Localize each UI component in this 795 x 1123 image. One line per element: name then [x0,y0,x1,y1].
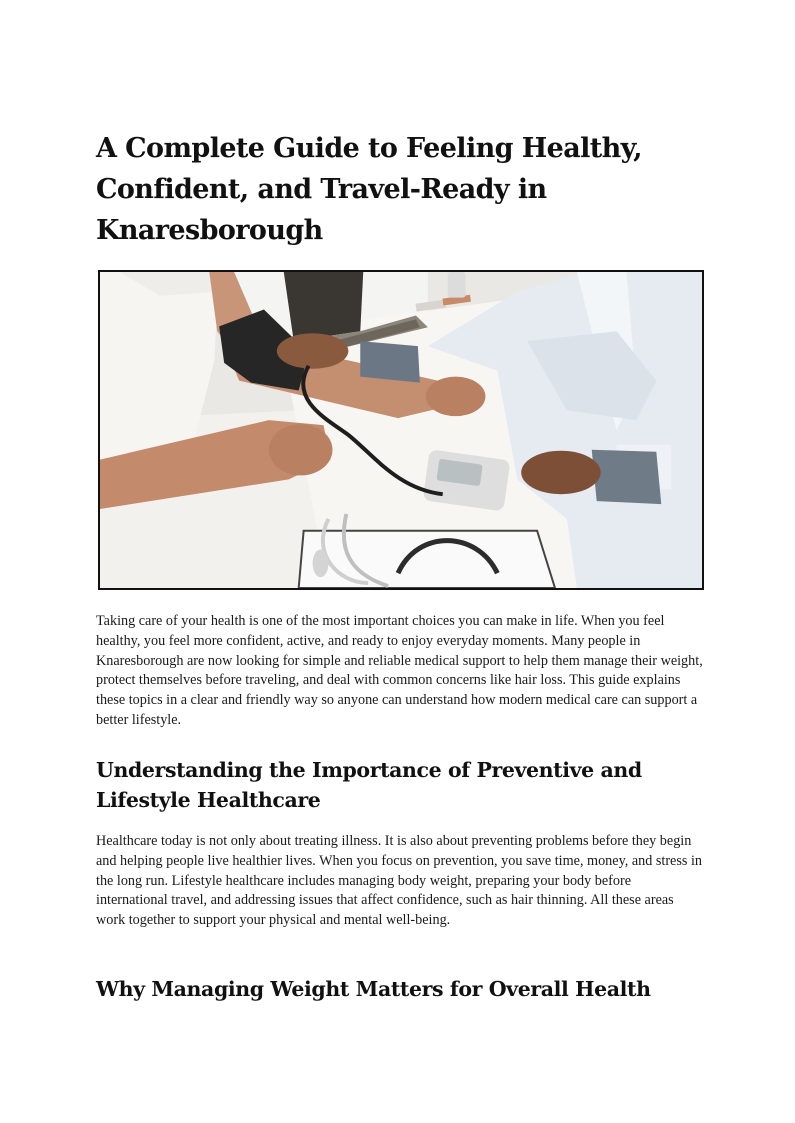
blood-pressure-check-photo [100,272,702,588]
page-title: A Complete Guide to Feeling Healthy, Confident, and Travel-Ready in Knaresborough [96,133,642,246]
intro-paragraph: Taking care of your health is one of the most important choices you can make in life. When you feel healthy, you feel more confident, active, and ready to enjoy everyday moments. Many people in Knaresborough are now looking for simple and reliable medical support to help them manage their weight, protect themselves before traveling, and deal with common concerns like hair loss. This guide explains these topics in a clear and friendly way so anyone can understand how modern medical care can support a better lifestyle. [96,613,703,728]
section-heading-preventive: Understanding the Importance of Preventive and Lifestyle Healthcare [96,758,642,812]
section-heading-weight: Why Managing Weight Matters for Overall Health [96,977,651,1001]
section-paragraph-preventive: Healthcare today is not only about treating illness. It is also about preventing problems before they begin and helping people live healthier lives. When you focus on prevention, you save time, money, and stress in the long run. Lifestyle healthcare includes managing body weight, preparing your body before international travel, and addressing issues that affect confidence, such as hair thinning. All these areas work together to support your physical and mental well-being. [96,833,702,929]
hero-image [98,270,704,590]
